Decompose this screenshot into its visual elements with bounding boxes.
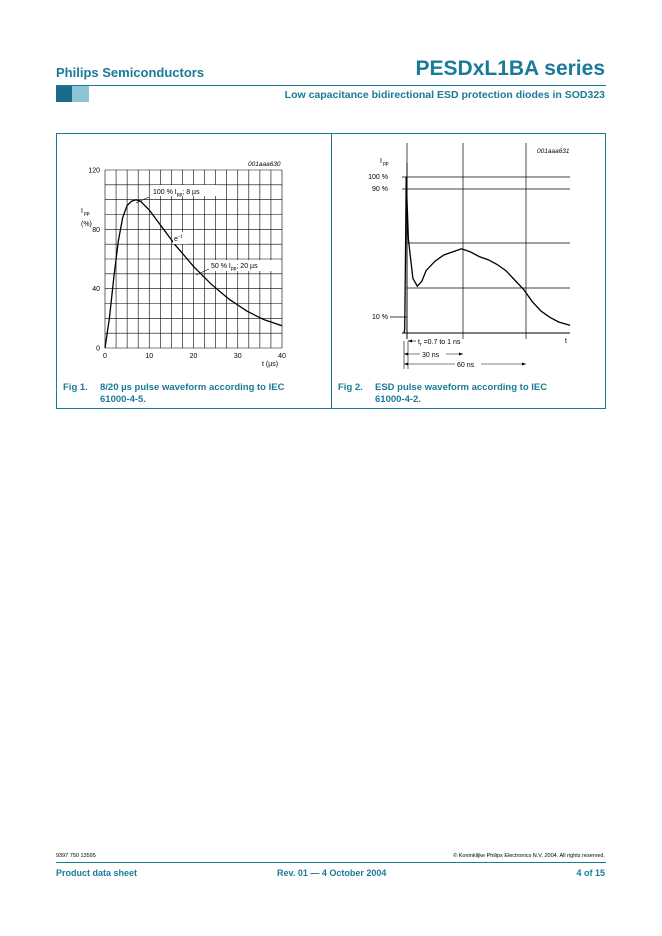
footer-doc-type: Product data sheet (56, 868, 138, 878)
fig1-peak-label: 100 % $I_{pp}$; 8 µs (153, 189, 200, 198)
fig2-grid (390, 143, 570, 339)
document-subtitle: Low capacitance bidirectional ESD protection diodes in SOD323 (284, 89, 605, 101)
fig2-30ns-arrow-r (459, 353, 463, 356)
brand-block-dark (56, 86, 72, 102)
fig2-rise-label: $t_r =0.7$ to 1 ns (418, 339, 461, 348)
fig2-series-line (404, 177, 570, 333)
fig2-60ns-label: 60 ns (457, 362, 475, 369)
footer-page-number: 4 of 15 (576, 868, 605, 878)
fig1-xtick-label: 30 (233, 353, 242, 360)
fig1-ylabel-sub: pp (84, 211, 90, 217)
copyright-notice: © Koninklijke Philips Electronics N.V. 2004. All rights reserved. (453, 853, 605, 859)
fig2-30ns-arrow-l (404, 353, 408, 356)
footer-rule (56, 862, 606, 863)
fig2-30ns-label: 30 ns (422, 352, 440, 359)
fig1-half-label: 50 % $I_{pp}$; 20 µs (211, 263, 258, 272)
fig1-ylabel-main: I (81, 208, 83, 215)
fig2-ytick-90: 90 % (372, 186, 388, 193)
brand-block-light (72, 86, 89, 102)
company-name: Philips Semiconductors (56, 65, 205, 80)
fig1-caption (63, 382, 325, 408)
fig1-ytick-label: 0 (96, 345, 100, 353)
fig2-ytick-10: 10 % (372, 314, 388, 321)
fig1-xtick-label: 0 (103, 353, 107, 360)
fig2-chart (332, 133, 605, 373)
fig2-caption-text: ESD pulse waveform according to IEC 61000-4-2. (375, 382, 548, 405)
fig2-ylabel-main: I (380, 158, 382, 165)
fig1-number: Fig 1. (63, 382, 88, 393)
document-code: 9397 750 13595 (56, 853, 96, 859)
fig2-ylabel-sub: pp (383, 161, 389, 167)
fig2-xlabel: t (565, 338, 567, 345)
fig1-chart (56, 133, 331, 373)
fig1-ylabel-unit: (%) (81, 221, 92, 228)
fig1-ytick-label: 40 (92, 286, 100, 294)
product-title: PESDxL1BA series (415, 57, 605, 80)
fig2-rise-arrowhead (408, 340, 412, 343)
fig1-xtick-label: 10 (145, 353, 154, 360)
fig2-60ns-arrow-r (522, 363, 526, 366)
fig1-ytick-label: 120 (88, 167, 100, 175)
fig1-code: 001aaa630 (248, 161, 281, 168)
fig1-grid (105, 170, 282, 348)
fig1-decay-label: $e^{-t}$ (174, 234, 183, 243)
fig1-xtick-label: 20 (189, 353, 198, 360)
fig2-code: 001aaa631 (537, 148, 570, 155)
fig1-xtick-label: 40 (278, 353, 286, 360)
fig2-number: Fig 2. (338, 382, 363, 393)
fig1-xlabel: t (µs) (262, 361, 279, 368)
fig2-60ns-arrow-l (404, 363, 408, 366)
fig2-caption (338, 382, 600, 408)
header-rule (56, 85, 606, 86)
fig1-ytick-label: 80 (92, 226, 100, 234)
fig2-ytick-100: 100 % (368, 174, 388, 181)
footer-revision: Rev. 01 — 4 October 2004 (277, 868, 387, 878)
fig1-caption-text: 8/20 µs pulse waveform according to IEC 61000-4-5. (100, 382, 285, 405)
